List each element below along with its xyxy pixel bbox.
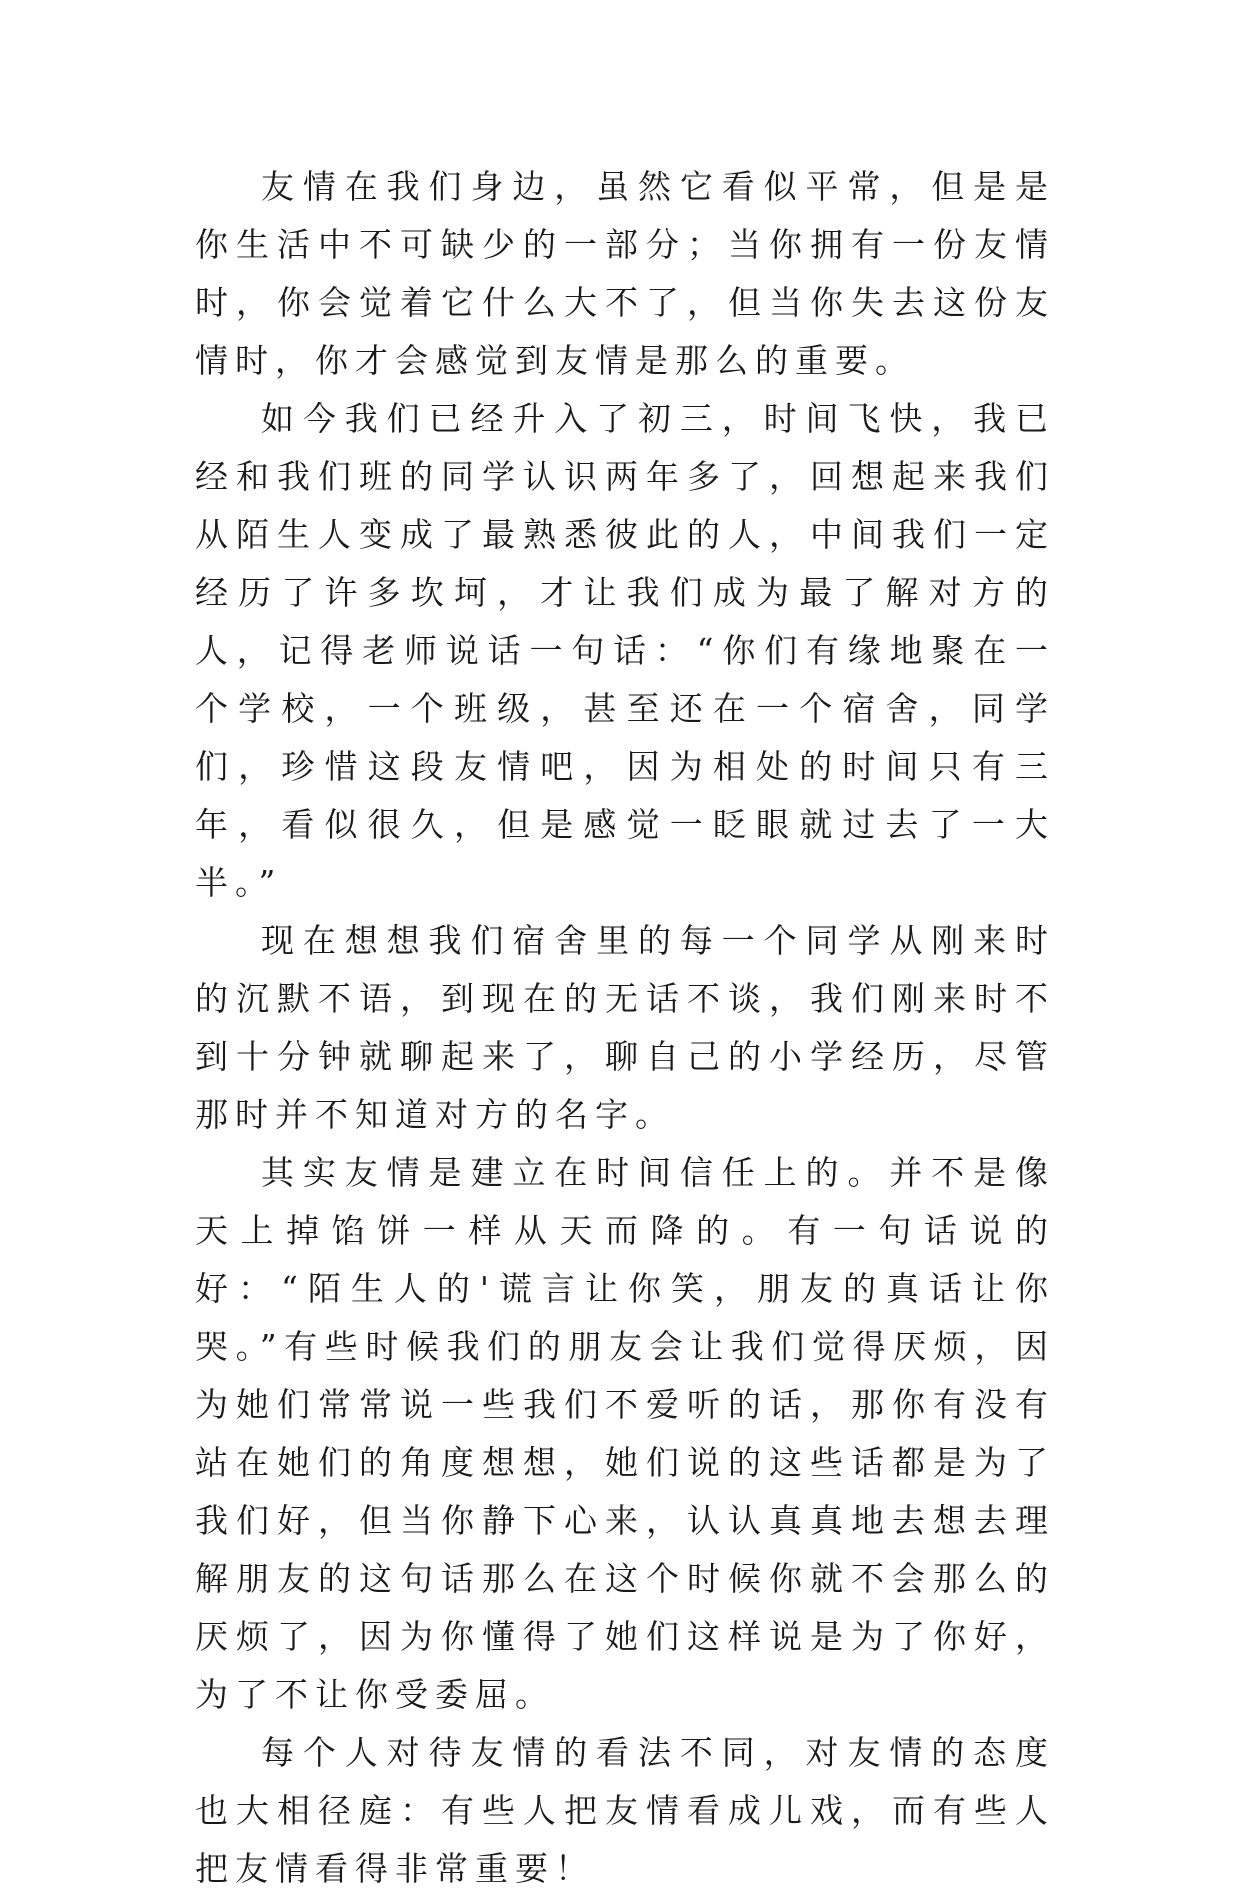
paragraph-5: 每个人对待友情的看法不同，对友情的态度也大相径庭：有些人把友情看成儿戏，而有些人把友情看得非常重要！ — [195, 1733, 1055, 1888]
paragraph-4: 其实友情是建立在时间信任上的。并不是像天上掉馅饼一样从天而降的。有一句话说的好：“陌生人的'谎言让你笑，朋友的真话让你哭。”有些时候我们的朋友会让我们觉得厌烦，因为她们常常说一些我们不爱听的话，那你有没有站在她们的角度想想，她们说的这些话都是为了我们好，但当你静下心来，认认真真地去想去理解朋友的这句话那么在这个时候你就不会那么的厌烦了，因为你懂得了她们这样说是为了你好，为了不让你受委屈。 — [195, 1153, 1055, 1714]
essay-body — [195, 158, 1055, 1898]
paragraph-3: 现在想想我们宿舍里的每一个同学从刚来时的沉默不语，到现在的无话不谈，我们刚来时不到十分钟就聊起来了，聊自己的小学经历，尽管那时并不知道对方的名字。 — [195, 921, 1055, 1134]
paragraph-1: 友情在我们身边，虽然它看似平常，但是是你生活中不可缺少的一部分；当你拥有一份友情时，你会觉着它什么大不了，但当你失去这份友情时，你才会感觉到友情是那么的重要。 — [195, 167, 1055, 380]
paragraph-2: 如今我们已经升入了初三，时间飞快，我已经和我们班的同学认识两年多了，回想起来我们从陌生人变成了最熟悉彼此的人，中间我们一定经历了许多坎坷，才让我们成为最了解对方的人，记得老师说话一句话：“你们有缘地聚在一个学校，一个班级，甚至还在一个宿舍，同学们，珍惜这段友情吧，因为相处的时间只有三年，看似很久，但是感觉一眨眼就过去了一大半。” — [195, 399, 1055, 902]
